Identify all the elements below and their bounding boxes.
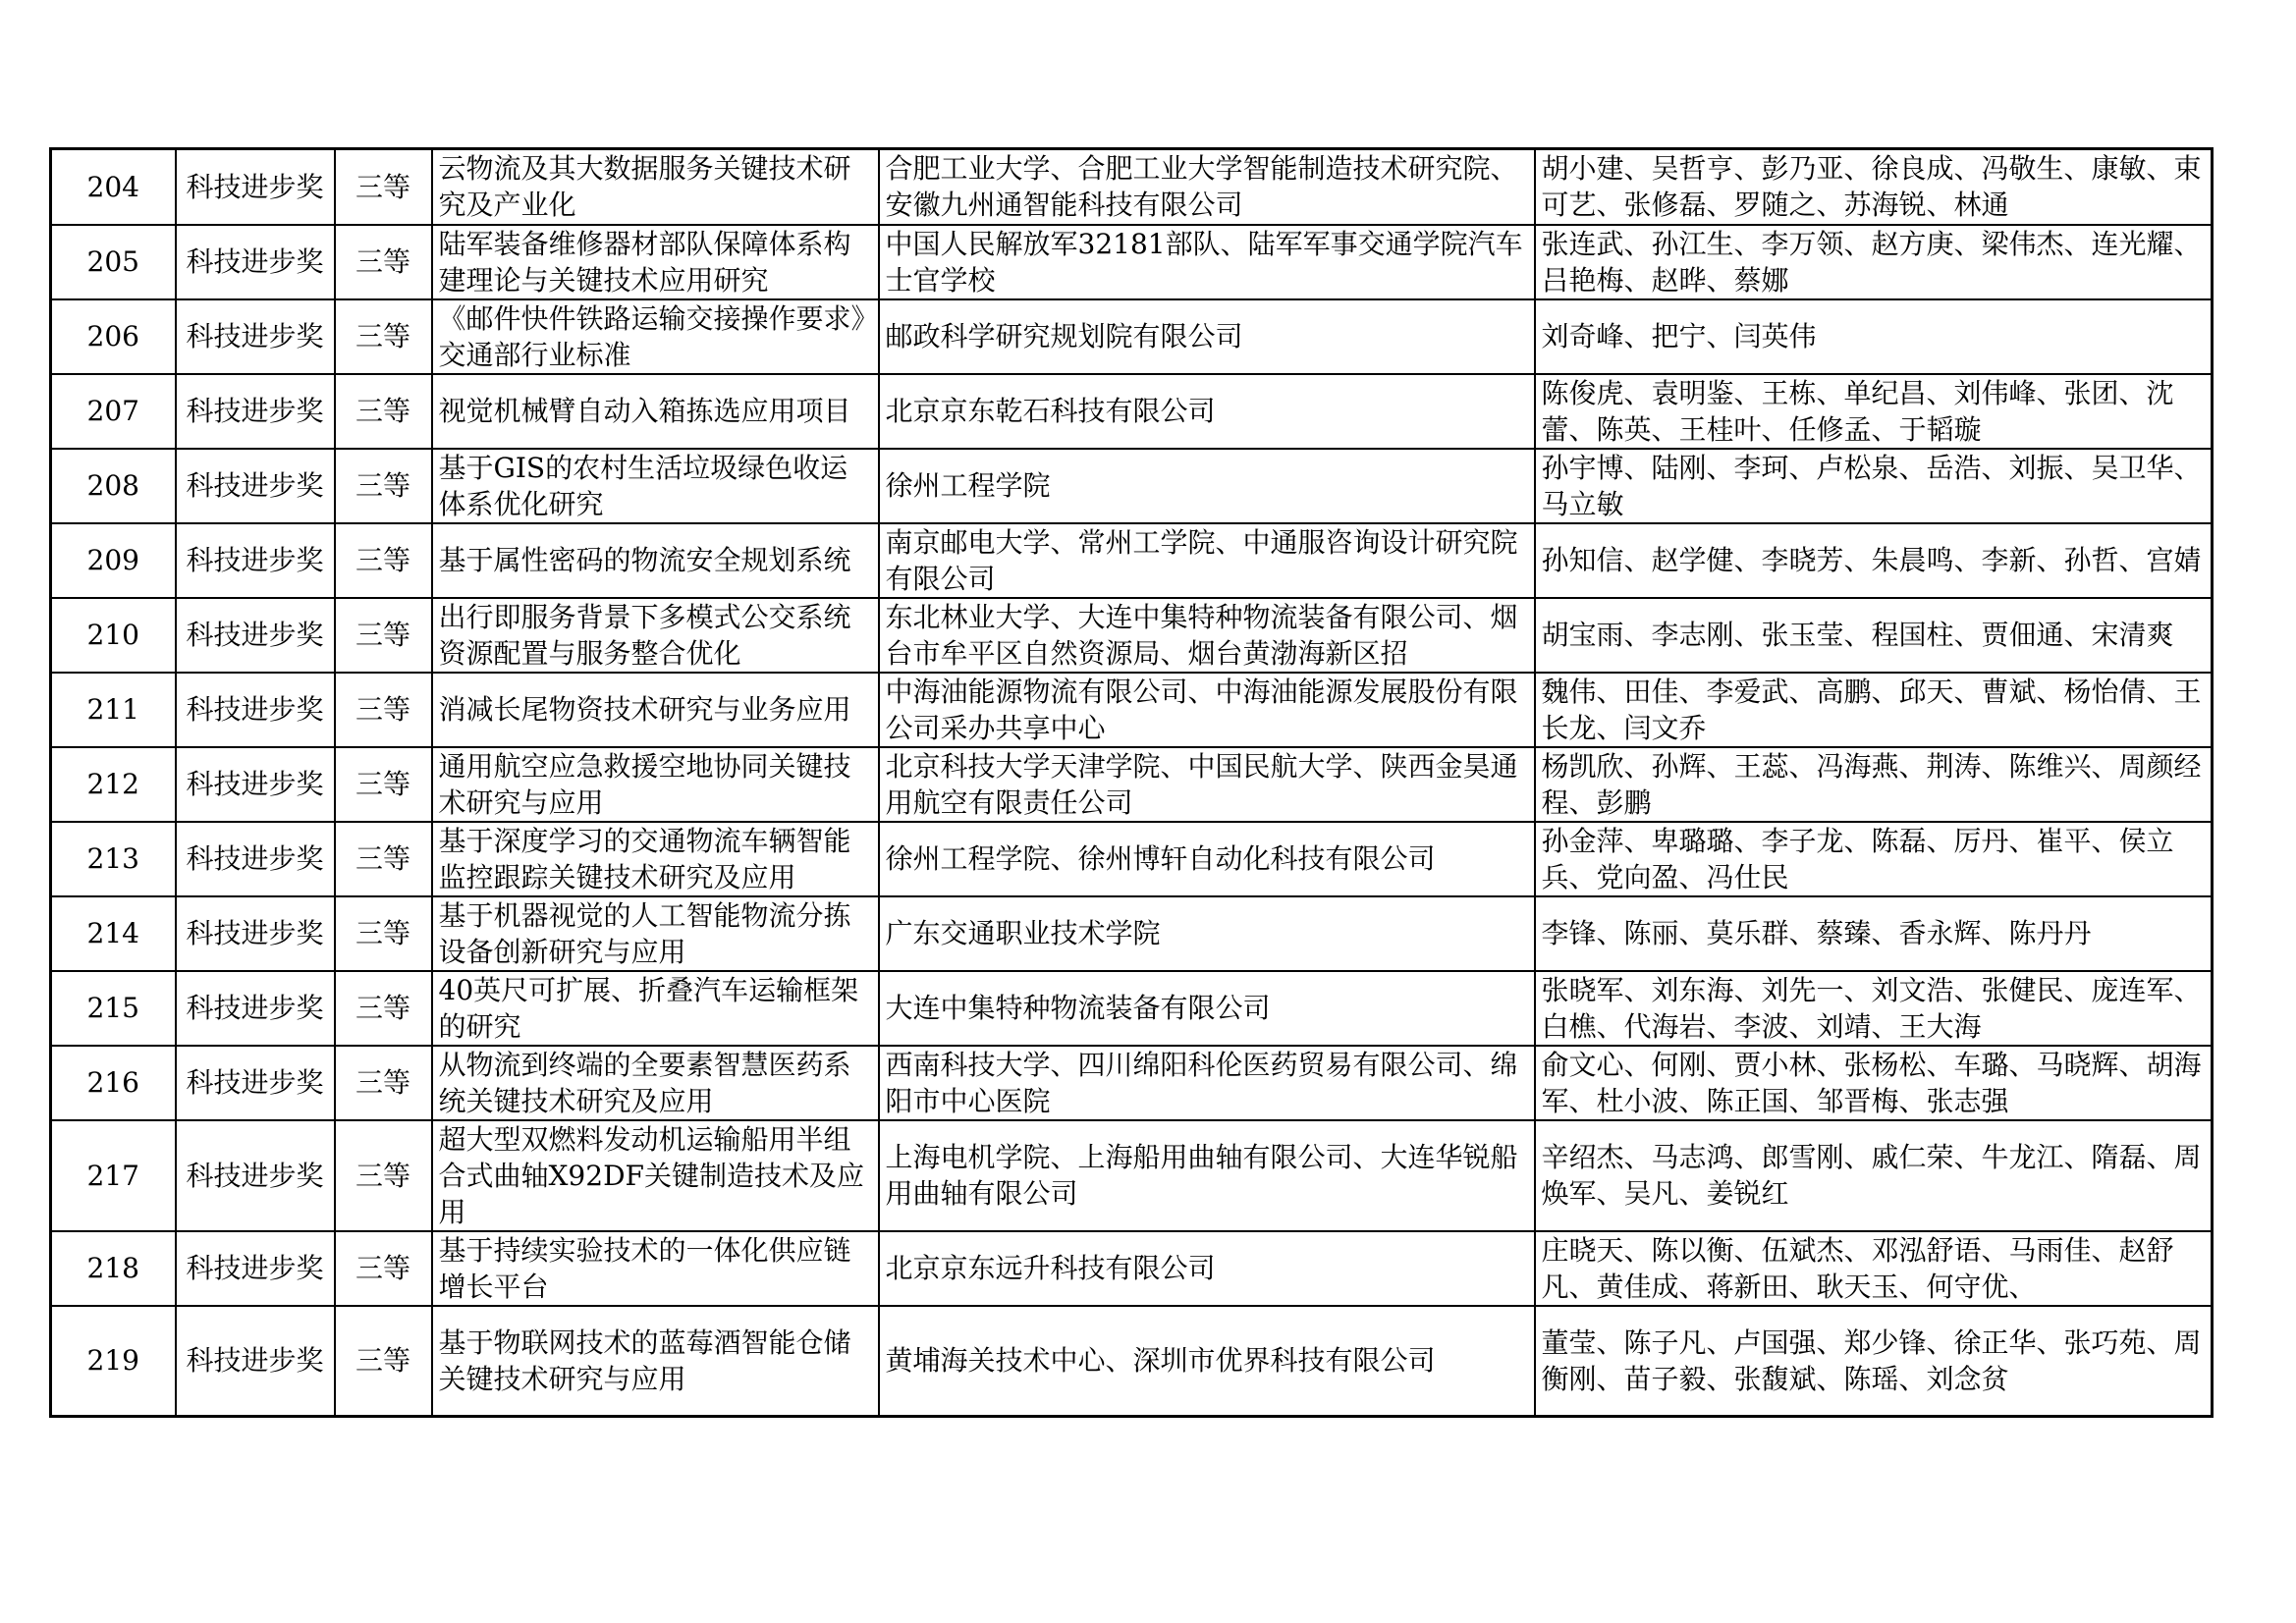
completing-people-text: 孙宇博、陆刚、李珂、卢松泉、岳浩、刘振、吴卫华、马立敏 — [1541, 451, 2202, 520]
award-category: 科技进步奖 — [176, 523, 335, 598]
row-number: 206 — [51, 299, 176, 374]
award-grade: 三等 — [335, 1046, 432, 1120]
completing-units-text: 上海电机学院、上海船用曲轴有限公司、大连华锐船用曲轴有限公司 — [885, 1141, 1518, 1210]
completing-units-text: 广东交通职业技术学院 — [885, 917, 1161, 949]
completing-units — [879, 1046, 1535, 1120]
completing-people — [1535, 225, 2213, 299]
completing-people — [1535, 971, 2213, 1046]
table-row — [51, 971, 2213, 1046]
project-title-text: 基于深度学习的交通物流车辆智能监控跟踪关键技术研究及应用 — [438, 824, 851, 893]
award-grade: 三等 — [335, 299, 432, 374]
completing-units — [879, 374, 1535, 449]
table-row — [51, 896, 2213, 971]
project-title-text: 从物流到终端的全要素智慧医药系统关键技术研究及应用 — [438, 1048, 851, 1117]
award-category: 科技进步奖 — [176, 1120, 335, 1231]
completing-units-text: 南京邮电大学、常州工学院、中通服咨询设计研究院有限公司 — [885, 525, 1518, 595]
completing-units — [879, 299, 1535, 374]
completing-people-text: 陈俊虎、袁明鉴、王栋、单纪昌、刘伟峰、张团、沈蕾、陈英、王桂叶、任修孟、于韬璇 — [1541, 376, 2174, 446]
row-number: 212 — [51, 747, 176, 822]
project-title — [432, 449, 879, 523]
award-category: 科技进步奖 — [176, 1231, 335, 1306]
completing-people-text: 张晓军、刘东海、刘先一、刘文浩、张健民、庞连军、白樵、代海岩、李波、刘靖、王大海 — [1541, 973, 2202, 1043]
completing-people — [1535, 896, 2213, 971]
award-category: 科技进步奖 — [176, 1306, 335, 1417]
completing-units — [879, 747, 1535, 822]
project-title-text: 基于属性密码的物流安全规划系统 — [438, 544, 851, 576]
completing-people — [1535, 523, 2213, 598]
row-number: 210 — [51, 598, 176, 673]
table-row — [51, 747, 2213, 822]
project-title-text: 云物流及其大数据服务关键技术研究及产业化 — [438, 152, 851, 222]
award-grade: 三等 — [335, 896, 432, 971]
completing-people — [1535, 299, 2213, 374]
row-number: 213 — [51, 822, 176, 896]
completing-people-text: 胡宝雨、李志刚、张玉莹、程国柱、贾佃通、宋清爽 — [1541, 619, 2174, 651]
row-number: 208 — [51, 449, 176, 523]
completing-units — [879, 896, 1535, 971]
project-title — [432, 822, 879, 896]
table-row — [51, 523, 2213, 598]
completing-units-text: 合肥工业大学、合肥工业大学智能制造技术研究院、安徽九州通智能科技有限公司 — [885, 152, 1518, 222]
project-title — [432, 971, 879, 1046]
completing-people-text: 庄晓天、陈以衡、伍斌杰、邓泓舒语、马雨佳、赵舒凡、黄佳成、蒋新田、耿天玉、何守优、 — [1541, 1233, 2174, 1303]
award-grade: 三等 — [335, 225, 432, 299]
completing-people — [1535, 1231, 2213, 1306]
project-title-text: 视觉机械臂自动入箱拣选应用项目 — [438, 395, 851, 427]
completing-units — [879, 149, 1535, 225]
completing-units-text: 徐州工程学院 — [885, 469, 1051, 502]
row-number: 207 — [51, 374, 176, 449]
project-title — [432, 149, 879, 225]
project-title — [432, 1306, 879, 1417]
completing-people — [1535, 747, 2213, 822]
table-row — [51, 149, 2213, 225]
project-title — [432, 1120, 879, 1231]
completing-people — [1535, 449, 2213, 523]
completing-people-text: 张连武、孙江生、李万领、赵方庚、梁伟杰、连光耀、吕艳梅、赵晔、蔡娜 — [1541, 227, 2202, 297]
table-row — [51, 374, 2213, 449]
award-grade: 三等 — [335, 149, 432, 225]
completing-units-text: 中国人民解放军32181部队、陆军军事交通学院汽车士官学校 — [885, 227, 1523, 297]
completing-units — [879, 822, 1535, 896]
award-grade: 三等 — [335, 1120, 432, 1231]
award-category: 科技进步奖 — [176, 449, 335, 523]
award-grade: 三等 — [335, 822, 432, 896]
awards-table-body — [51, 149, 2213, 1417]
row-number: 214 — [51, 896, 176, 971]
table-row — [51, 673, 2213, 747]
project-title-text: 陆军装备维修器材部队保障体系构建理论与关键技术应用研究 — [438, 227, 851, 297]
project-title — [432, 1046, 879, 1120]
completing-units-text: 西南科技大学、四川绵阳科伦医药贸易有限公司、绵阳市中心医院 — [885, 1048, 1518, 1117]
row-number: 216 — [51, 1046, 176, 1120]
table-row — [51, 1046, 2213, 1120]
completing-units — [879, 673, 1535, 747]
completing-people — [1535, 1120, 2213, 1231]
award-grade: 三等 — [335, 971, 432, 1046]
award-category: 科技进步奖 — [176, 149, 335, 225]
project-title-text: 消减长尾物资技术研究与业务应用 — [438, 693, 851, 726]
project-title-text: 《邮件快件铁路运输交接操作要求》交通部行业标准 — [438, 301, 865, 371]
table-row — [51, 1231, 2213, 1306]
project-title — [432, 374, 879, 449]
completing-units — [879, 1120, 1535, 1231]
awards-table — [49, 147, 2214, 1418]
row-number: 215 — [51, 971, 176, 1046]
project-title-text: 基于机器视觉的人工智能物流分拣设备创新研究与应用 — [438, 898, 851, 968]
award-category: 科技进步奖 — [176, 971, 335, 1046]
project-title-text: 基于GIS的农村生活垃圾绿色收运体系优化研究 — [438, 451, 848, 520]
table-row — [51, 598, 2213, 673]
row-number: 219 — [51, 1306, 176, 1417]
row-number: 209 — [51, 523, 176, 598]
completing-people — [1535, 149, 2213, 225]
completing-units-text: 北京京东远升科技有限公司 — [885, 1252, 1216, 1284]
completing-people — [1535, 673, 2213, 747]
award-category: 科技进步奖 — [176, 374, 335, 449]
project-title-text: 基于持续实验技术的一体化供应链增长平台 — [438, 1233, 851, 1303]
row-number: 204 — [51, 149, 176, 225]
completing-units — [879, 449, 1535, 523]
award-category: 科技进步奖 — [176, 747, 335, 822]
completing-people-text: 杨凯欣、孙辉、王蕊、冯海燕、荆涛、陈维兴、周颜经程、彭鹏 — [1541, 749, 2202, 819]
award-category: 科技进步奖 — [176, 896, 335, 971]
award-category: 科技进步奖 — [176, 299, 335, 374]
completing-people — [1535, 822, 2213, 896]
completing-people — [1535, 374, 2213, 449]
completing-people-text: 董莹、陈子凡、卢国强、郑少锋、徐正华、张巧苑、周衡刚、苗子毅、张馥斌、陈瑶、刘念贫 — [1541, 1325, 2202, 1395]
completing-people-text: 胡小建、吴哲亨、彭乃亚、徐良成、冯敬生、康敏、束可艺、张修磊、罗随之、苏海锐、林通 — [1541, 152, 2202, 222]
completing-units-text: 北京科技大学天津学院、中国民航大学、陕西金昊通用航空有限责任公司 — [885, 749, 1518, 819]
completing-people-text: 魏伟、田佳、李爱武、高鹏、邱天、曹斌、杨怡倩、王长龙、闫文乔 — [1541, 675, 2202, 744]
project-title-text: 40英尺可扩展、折叠汽车运输框架的研究 — [438, 973, 859, 1043]
award-category: 科技进步奖 — [176, 673, 335, 747]
project-title — [432, 598, 879, 673]
completing-people-text: 孙金萍、卑璐璐、李子龙、陈磊、厉丹、崔平、侯立兵、党向盈、冯仕民 — [1541, 824, 2174, 893]
table-row — [51, 1306, 2213, 1417]
completing-people-text: 孙知信、赵学健、李晓芳、朱晨鸣、李新、孙哲、宫婧 — [1541, 544, 2202, 576]
project-title-text: 出行即服务背景下多模式公交系统资源配置与服务整合优化 — [438, 600, 851, 670]
award-grade: 三等 — [335, 449, 432, 523]
completing-units-text: 中海油能源物流有限公司、中海油能源发展股份有限公司采办共享中心 — [885, 675, 1518, 744]
award-grade: 三等 — [335, 673, 432, 747]
award-grade: 三等 — [335, 523, 432, 598]
completing-units — [879, 523, 1535, 598]
award-category: 科技进步奖 — [176, 225, 335, 299]
project-title-text: 通用航空应急救援空地协同关键技术研究与应用 — [438, 749, 851, 819]
award-grade: 三等 — [335, 374, 432, 449]
completing-units — [879, 1231, 1535, 1306]
project-title — [432, 299, 879, 374]
project-title — [432, 225, 879, 299]
table-row — [51, 1120, 2213, 1231]
completing-units — [879, 1306, 1535, 1417]
project-title — [432, 673, 879, 747]
completing-people-text: 刘奇峰、把宁、闫英伟 — [1541, 320, 1817, 352]
award-category: 科技进步奖 — [176, 1046, 335, 1120]
award-grade: 三等 — [335, 598, 432, 673]
completing-units — [879, 225, 1535, 299]
completing-people-text: 俞文心、何刚、贾小林、张杨松、车璐、马晓辉、胡海军、杜小波、陈正国、邹晋梅、张志强 — [1541, 1048, 2202, 1117]
completing-units-text: 东北林业大学、大连中集特种物流装备有限公司、烟台市牟平区自然资源局、烟台黄渤海新区招 — [885, 600, 1518, 670]
table-row — [51, 299, 2213, 374]
row-number: 218 — [51, 1231, 176, 1306]
completing-units — [879, 598, 1535, 673]
completing-units-text: 邮政科学研究规划院有限公司 — [885, 320, 1243, 352]
completing-units-text: 北京京东乾石科技有限公司 — [885, 395, 1216, 427]
completing-units-text: 黄埔海关技术中心、深圳市优界科技有限公司 — [885, 1344, 1436, 1378]
project-title — [432, 747, 879, 822]
award-grade: 三等 — [335, 1306, 432, 1417]
completing-units-text: 大连中集特种物流装备有限公司 — [885, 992, 1271, 1024]
project-title-text: 基于物联网技术的蓝莓酒智能仓储关键技术研究与应用 — [438, 1325, 851, 1395]
table-row — [51, 225, 2213, 299]
award-category: 科技进步奖 — [176, 598, 335, 673]
table-row — [51, 449, 2213, 523]
row-number: 211 — [51, 673, 176, 747]
project-title-text: 超大型双燃料发动机运输船用半组合式曲轴X92DF关键制造技术及应用 — [438, 1122, 864, 1228]
award-category: 科技进步奖 — [176, 822, 335, 896]
completing-people — [1535, 1046, 2213, 1120]
completing-people-text: 李锋、陈丽、莫乐群、蔡臻、香永辉、陈丹丹 — [1541, 917, 2092, 949]
award-grade: 三等 — [335, 1231, 432, 1306]
award-grade: 三等 — [335, 747, 432, 822]
completing-people — [1535, 598, 2213, 673]
project-title — [432, 523, 879, 598]
completing-people — [1535, 1306, 2213, 1417]
row-number: 217 — [51, 1120, 176, 1231]
completing-people-text: 辛绍杰、马志鸿、郎雪刚、戚仁荣、牛龙江、隋磊、周焕军、吴凡、姜锐红 — [1541, 1141, 2202, 1210]
completing-units-text: 徐州工程学院、徐州博轩自动化科技有限公司 — [885, 842, 1436, 875]
project-title — [432, 1231, 879, 1306]
project-title — [432, 896, 879, 971]
row-number: 205 — [51, 225, 176, 299]
completing-units — [879, 971, 1535, 1046]
table-row — [51, 822, 2213, 896]
